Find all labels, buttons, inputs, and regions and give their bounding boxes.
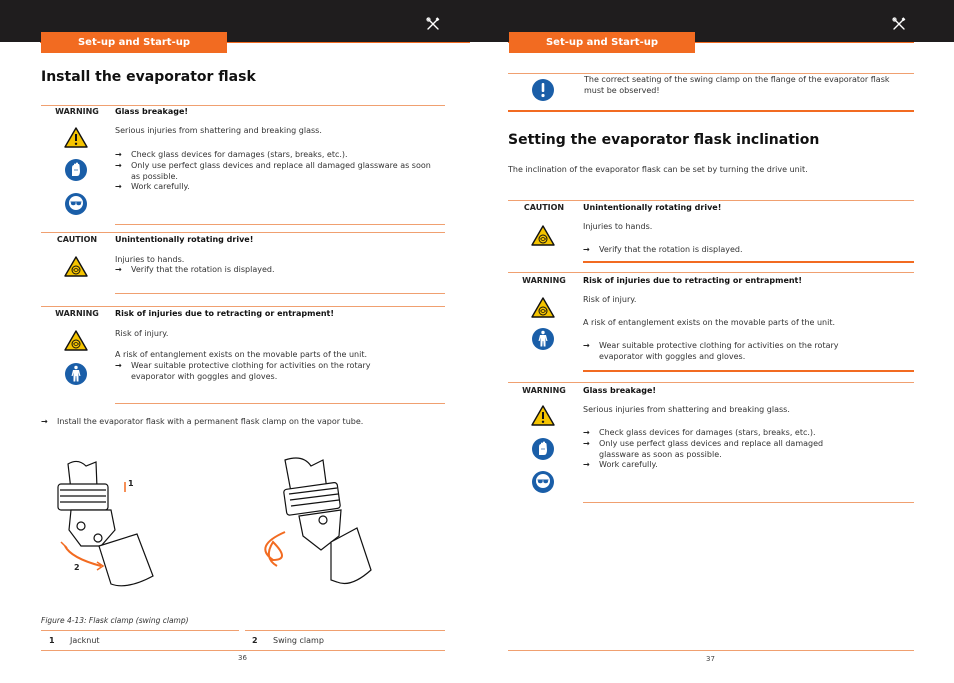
note-text: The correct seating of the swing clamp on the flange of the evaporator flask must be observed! — [584, 75, 890, 95]
warning-text: Serious injuries from shattering and breaking glass. — [583, 405, 790, 414]
instruction-step: → Install the evaporator flask with a permanent flask clamp on the vapor tube. — [41, 417, 445, 428]
callout-1: 1 — [128, 479, 134, 488]
warning-text: Injuries to hands. — [115, 255, 185, 264]
gloves-icon — [64, 158, 88, 182]
info-icon — [531, 78, 555, 102]
page-heading: Setting the evaporator flask inclination — [508, 132, 820, 148]
protective-clothing-icon — [64, 362, 88, 386]
legend-label: Jacknut — [70, 636, 100, 645]
warning-item: → Wear suitable protective clothing for activities on the rotary evaporator with goggles and gloves. — [115, 361, 415, 382]
gloves-icon — [531, 437, 555, 461]
hazard-title: Unintentionally rotating drive! — [583, 203, 722, 212]
hand-injury-icon — [64, 255, 88, 279]
warning-text: A risk of entanglement exists on the movable parts of the unit. — [583, 318, 836, 327]
warning-text: Injuries to hands. — [583, 222, 653, 231]
warning-text: Risk of injury. — [583, 295, 637, 304]
warning-triangle-icon — [531, 404, 555, 428]
hazard-title: Risk of injuries due to retracting or entrapment! — [115, 309, 335, 318]
legend-number: 1 — [49, 636, 55, 645]
warning-triangle-icon — [64, 126, 88, 150]
signal-word: WARNING — [55, 309, 99, 318]
signal-word: WARNING — [522, 386, 566, 395]
legend-number: 2 — [252, 636, 258, 645]
warning-item: → Check glass devices for damages (stars, breaks, etc.). — [115, 150, 435, 161]
hazard-title: Risk of injuries due to retracting or entrapment! — [583, 276, 803, 285]
warning-item: → Work carefully. — [583, 460, 903, 471]
signal-word: WARNING — [522, 276, 566, 285]
warning-item: → Wear suitable protective clothing for activities on the rotary evaporator with goggles and gloves. — [583, 341, 883, 362]
intro-text: The inclination of the evaporator flask can be set by turning the drive unit. — [508, 165, 808, 174]
section-tab: Set-up and Start-up — [41, 32, 227, 53]
warning-text: A risk of entanglement exists on the movable parts of the unit. — [115, 350, 368, 359]
figure-caption: Figure 4-13: Flask clamp (swing clamp) — [41, 616, 189, 625]
page-number: 36 — [238, 654, 247, 662]
goggles-icon — [64, 192, 88, 216]
goggles-icon — [531, 470, 555, 494]
signal-word: WARNING — [55, 107, 99, 116]
signal-word: CAUTION — [56, 235, 98, 244]
warning-item: → Only use perfect glass devices and replace all damaged glassware as soon as possible. — [583, 439, 863, 460]
tools-icon — [426, 17, 440, 31]
hand-injury-icon — [531, 224, 555, 248]
protective-clothing-icon — [531, 327, 555, 351]
page-heading: Install the evaporator flask — [41, 69, 256, 85]
hazard-title: Glass breakage! — [583, 386, 657, 395]
entanglement-icon — [531, 296, 555, 320]
tools-icon — [892, 17, 906, 31]
warning-item: → Work carefully. — [115, 182, 435, 193]
warning-item: → Only use perfect glass devices and replace all damaged glassware as soon as possible. — [115, 161, 435, 182]
flask-clamp-figure — [41, 450, 393, 602]
signal-word: CAUTION — [523, 203, 565, 212]
warning-item: → Verify that the rotation is displayed. — [115, 265, 435, 276]
hazard-title: Unintentionally rotating drive! — [115, 235, 254, 244]
hazard-title: Glass breakage! — [115, 107, 189, 116]
entanglement-icon — [64, 329, 88, 353]
section-tab: Set-up and Start-up — [509, 32, 695, 53]
warning-item: → Check glass devices for damages (stars, breaks, etc.). — [583, 428, 903, 439]
legend-label: Swing clamp — [273, 636, 324, 645]
page-number: 37 — [706, 655, 715, 663]
callout-2: 2 — [74, 563, 80, 572]
warning-text: Serious injuries from shattering and breaking glass. — [115, 126, 322, 135]
warning-item: → Verify that the rotation is displayed. — [583, 245, 903, 256]
warning-text: Risk of injury. — [115, 329, 169, 338]
